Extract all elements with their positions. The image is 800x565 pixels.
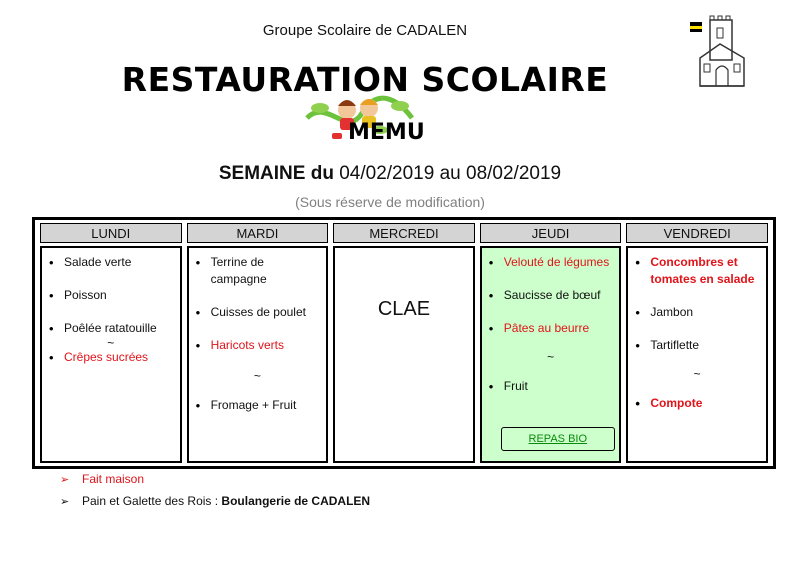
day-header-mercredi: MERCREDI bbox=[333, 223, 475, 243]
menu-item: • Poisson bbox=[46, 287, 176, 304]
menu-item: • Cuisses de poulet bbox=[193, 304, 323, 321]
page-title: RESTAURATION SCOLAIRE bbox=[121, 60, 609, 99]
menu-item-homemade: • Velouté de légumes bbox=[486, 254, 616, 271]
course-separator: ~ bbox=[107, 336, 115, 350]
day-header-jeudi: JEUDI bbox=[480, 223, 622, 243]
menu-item: • Saucisse de bœuf bbox=[486, 287, 616, 304]
week-prefix: SEMAINE du bbox=[218, 163, 334, 184]
menu-item: • Salade verte bbox=[46, 254, 176, 271]
menu-item: • Fruit bbox=[486, 378, 616, 395]
menu-item-homemade: • Haricots verts bbox=[193, 337, 323, 354]
weekly-menu-table bbox=[32, 217, 776, 469]
arrow-right-icon: ➢ bbox=[60, 474, 70, 486]
legend-bakery bbox=[60, 492, 370, 514]
menu-item: • Tartiflette bbox=[632, 337, 762, 354]
menu-subtitle: MEMU bbox=[348, 120, 425, 145]
week-range bbox=[0, 163, 780, 185]
day-cell-lundi bbox=[40, 246, 182, 463]
village-emblem-icon bbox=[690, 14, 748, 89]
school-name: Groupe Scolaire de CADALEN bbox=[262, 22, 468, 39]
menu-item-homemade: • Concombres et tomates en salade bbox=[632, 254, 762, 288]
day-header-vendredi: VENDREDI bbox=[626, 223, 768, 243]
arrow-right-icon: ➢ bbox=[60, 496, 70, 508]
menu-item: • Jambon bbox=[632, 304, 762, 321]
bakery-name: Boulangerie de CADALEN bbox=[221, 494, 371, 508]
day-header-mardi: MARDI bbox=[187, 223, 329, 243]
course-separator: ~ bbox=[253, 369, 261, 383]
menu-item: • Terrine de campagne bbox=[193, 254, 323, 288]
menu-item-homemade: • Crêpes sucrées bbox=[46, 349, 176, 366]
menu-item-homemade: • Pâtes au beurre bbox=[486, 320, 616, 337]
menu-item: • Poêlée ratatouille bbox=[46, 320, 176, 337]
course-separator: ~ bbox=[547, 350, 555, 364]
week-dates: 04/02/2019 au 08/02/2019 bbox=[339, 163, 562, 184]
day-header-lundi: LUNDI bbox=[40, 223, 182, 243]
day-cell-jeudi bbox=[480, 246, 622, 463]
menu-item: • Fromage + Fruit bbox=[193, 397, 323, 414]
day-cell-mardi bbox=[187, 246, 329, 463]
legend-homemade-label: Fait maison bbox=[82, 472, 145, 486]
day-cell-vendredi bbox=[626, 246, 768, 463]
clae-label: CLAE bbox=[377, 298, 431, 320]
reserve-note: (Sous réserve de modification) bbox=[295, 194, 485, 210]
organic-meal-badge: REPAS BIO bbox=[501, 427, 615, 451]
legend-notes bbox=[60, 470, 370, 514]
bakery-prefix: Pain et Galette des Rois : bbox=[82, 494, 222, 508]
course-separator: ~ bbox=[693, 367, 701, 381]
day-cell-mercredi bbox=[333, 246, 475, 463]
menu-item-homemade: • Compote bbox=[632, 395, 762, 412]
legend-homemade bbox=[60, 470, 370, 492]
